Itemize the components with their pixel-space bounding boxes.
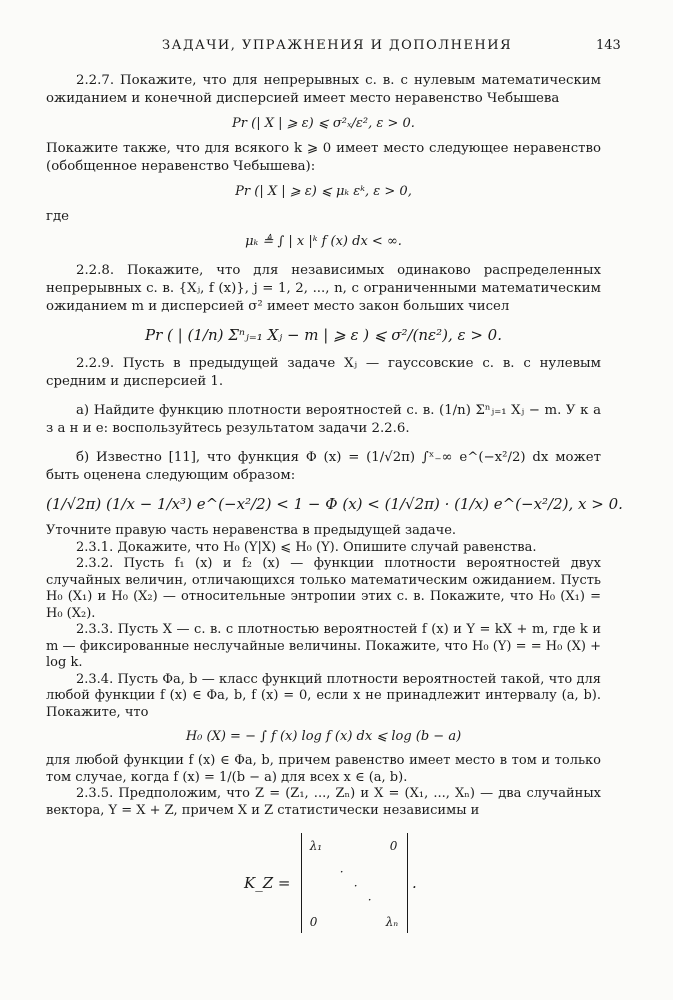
- matrix-entry-lambda-1: λ₁: [309, 839, 323, 853]
- law-of-large-numbers: Pr ( | (1/n) Σⁿⱼ₌₁ Xⱼ − m | ⩾ ε ) ⩽ σ²/(nε²), ε > 0.: [145, 326, 502, 344]
- problem-2-3-2: 2.3.2. Пусть f₁ (x) и f₂ (x) — функции плотности вероятностей двух случайных величин, отличающихся только математическим ожиданием. Пусть H₀ (X₁) и H₀ (X₂) — относительные энтропии этих с. в. Покажите, что H₀ (X₁) = H₀ (X₂).: [46, 556, 601, 621]
- problem-2-2-7: 2.2.7. Покажите, что для непрерывных с. в. с нулевым математическим ожиданием и конечной дисперсией имеет место неравенство Чебышева: [46, 73, 601, 106]
- generalized-chebyshev: Pr (| X | ⩾ ε) ⩽ μₖ εᵏ, ε > 0,: [235, 184, 412, 199]
- kz-label: K_Z =: [244, 874, 291, 892]
- entropy-bound: H₀ (X) = − ∫ f (x) log f (x) dx ⩽ log (b − a): [185, 729, 462, 744]
- problem-2-3-4: 2.3.4. Пусть Φa, b — класс функций плотности вероятностей такой, что для любой функции f (x) ∈ Φa, b, f (x) = 0, если x не принадлежит интервалу (a, b). Покажите, что: [46, 671, 601, 720]
- problem-2-2-9-refine: Уточните правую часть неравенства в предыдущей задаче.: [46, 523, 457, 538]
- matrix-dot-3: ·: [367, 893, 372, 907]
- matrix-dot-2: ·: [353, 879, 358, 893]
- covariance-matrix-block: [244, 833, 601, 933]
- problem-2-2-9-b: б) Известно [11], что функция Φ (x) = (1/√2π) ∫ˣ₋∞ e^(−x²/2) dx может быть оценена следующим образом:: [46, 450, 601, 483]
- problem-2-3-4-cont: для любой функции f (x) ∈ Φa, b, причем равенство имеет место в том и только том случае, когда f (x) = 1/(b − a) для всех x ∈ (a, b).: [46, 753, 601, 785]
- matrix-entry-bottom-left: 0: [309, 915, 318, 929]
- kz-end-period: .: [411, 874, 417, 892]
- running-title: ЗАДАЧИ, УПРАЖНЕНИЯ И ДОПОЛНЕНИЯ: [162, 38, 513, 53]
- where-word: где: [46, 209, 70, 224]
- problem-2-2-8: 2.2.8. Покажите, что для независимых одинаково распределенных непрерывных с. в. {Xⱼ, f (x)}, j = 1, 2, ..., n, с ограниченными математическим ожиданием m и дисперсией σ² имеет место закон больших чисел: [46, 263, 601, 314]
- problem-2-2-7-cont: Покажите также, что для всякого k ⩾ 0 имеет место следующее неравенство (обобщенное неравенство Чебышева):: [46, 141, 601, 174]
- page-number: 143: [596, 38, 621, 53]
- diagonal-matrix: [301, 833, 408, 933]
- chebyshev-inequality: Pr (| X | ⩾ ε) ⩽ σ²ₓ/ε², ε > 0.: [232, 116, 415, 131]
- matrix-entry-top-right: 0: [389, 839, 398, 853]
- problem-2-3-1: 2.3.1. Докажите, что H₀ (Y|X) ⩽ H₀ (Y). Опишите случай равенства.: [76, 539, 537, 555]
- moment-definition: μₖ ≜ ∫ | x |ᵏ f (x) dx < ∞.: [245, 234, 402, 249]
- matrix-entry-lambda-n: λₙ: [385, 915, 399, 929]
- problem-2-2-9: 2.2.9. Пусть в предыдущей задаче Xⱼ — гауссовские с. в. с нулевым средним и дисперсией 1.: [46, 356, 601, 389]
- phi-bounds: (1/√2π) (1/x − 1/x³) e^(−x²/2) < 1 − Φ (x) < (1/√2π) · (1/x) e^(−x²/2), x > 0.: [46, 495, 623, 513]
- matrix-dot-1: ·: [339, 865, 344, 879]
- problem-2-2-9-a: а) Найдите функцию плотности вероятностей с. в. (1/n) Σⁿⱼ₌₁ Xⱼ − m. У к а з а н и е: воспользуйтесь результатом задачи 2.2.6.: [46, 403, 601, 436]
- problem-2-3-3: 2.3.3. Пусть X — с. в. с плотностью вероятностей f (x) и Y = kX + m, где k и m — фиксированные неслучайные величины. Покажите, что H₀ (Y) = = H₀ (X) + log k.: [46, 622, 601, 670]
- page-content: [46, 72, 623, 933]
- problem-2-3-5: 2.3.5. Предположим, что Z = (Z₁, ..., Zₙ) и X = (X₁, ..., Xₙ) — два случайных вектора, Y = X + Z, причем X и Z статистически независимы и: [46, 786, 601, 818]
